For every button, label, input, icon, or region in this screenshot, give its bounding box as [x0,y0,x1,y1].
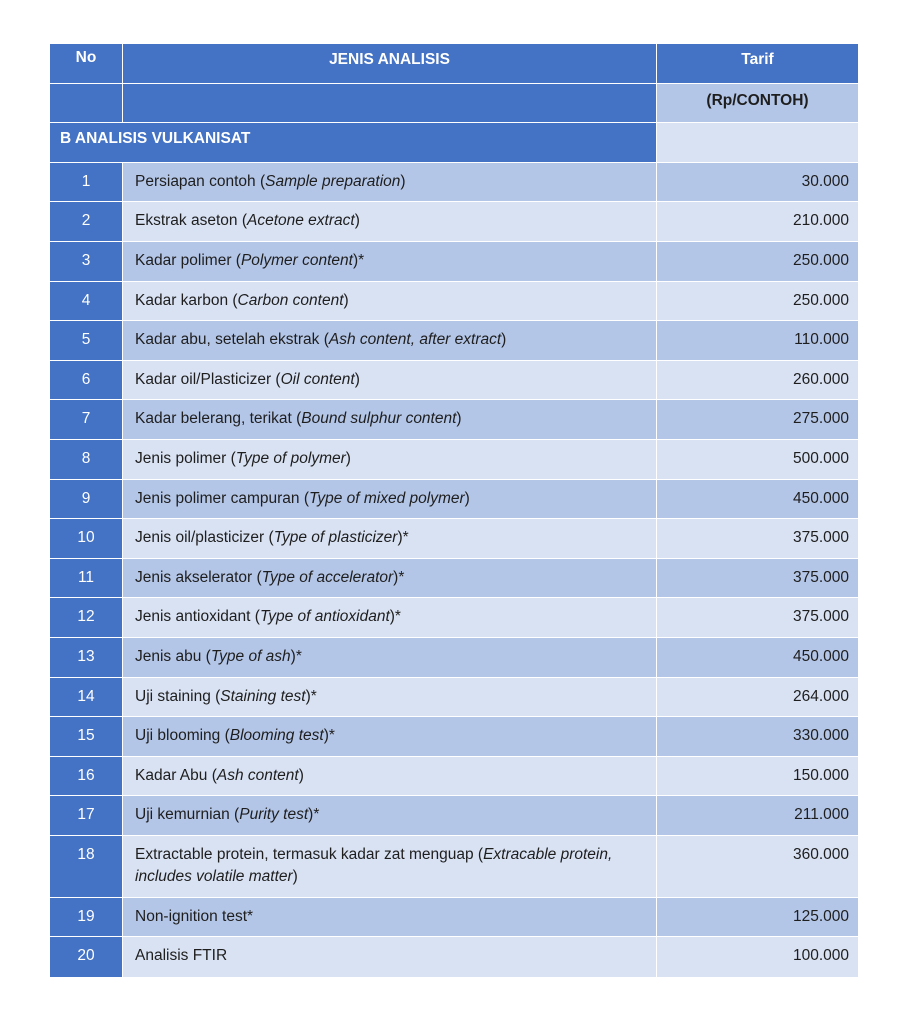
row-analysis-name [122,202,656,242]
analysis-name-suffix: )* [323,727,335,745]
analysis-name-text: Analisis FTIR [135,947,228,965]
row-number: 12 [50,598,122,638]
row-tarif: 450.000 [656,638,858,678]
row-tarif: 125.000 [656,898,858,938]
analysis-name-english: Type of plasticizer [273,529,398,547]
section-row [50,123,858,163]
analysis-name-text: Uji staining ( [135,687,221,705]
analysis-name-text: Kadar karbon ( [135,291,238,309]
table-row [50,202,858,242]
analysis-name-text: Jenis abu ( [135,647,211,665]
row-tarif: 260.000 [656,361,858,401]
table-row [50,440,858,480]
row-number: 7 [50,400,122,440]
analysis-name-english: Polymer content [240,251,353,269]
analysis-name-text: Extractable protein, termasuk kadar zat menguap ( [135,845,484,863]
row-number: 5 [50,321,122,361]
header-tarif: Tarif [656,44,858,84]
row-tarif: 250.000 [656,242,858,282]
row-tarif: 150.000 [656,757,858,797]
analysis-name-suffix: )* [308,806,320,824]
analysis-name-suffix: ) [292,867,298,885]
analysis-name-text: Jenis oil/plasticizer ( [135,529,274,547]
row-analysis-name [122,321,656,361]
row-analysis-name [122,400,656,440]
row-tarif: 100.000 [656,937,858,977]
header-no-blank [50,84,122,124]
row-analysis-name [122,440,656,480]
table-row [50,163,858,203]
analysis-name-text: Uji kemurnian ( [135,806,240,824]
row-tarif: 110.000 [656,321,858,361]
row-tarif: 450.000 [656,480,858,520]
analysis-name-text: Jenis polimer campuran ( [135,489,310,507]
header-jenis-analisis: JENIS ANALISIS [122,44,656,84]
row-analysis-name [122,638,656,678]
analysis-name-text: Uji blooming ( [135,727,230,745]
analysis-name-text: Non-ignition test* [135,907,254,925]
table-row [50,678,858,718]
row-tarif: 360.000 [656,836,858,898]
analysis-name-suffix: )* [397,529,409,547]
analysis-name-english: Extracable protein, includes volatile matter [135,845,613,885]
row-number: 15 [50,717,122,757]
table-row [50,519,858,559]
analysis-name-english: Carbon content [237,291,344,309]
analysis-name-english: Bound sulphur content [301,410,457,428]
row-analysis-name [122,163,656,203]
analysis-name-text: Kadar oil/Plasticizer ( [135,370,281,388]
analysis-name-text: Persiapan contoh ( [135,172,266,190]
row-number: 20 [50,937,122,977]
row-number: 1 [50,163,122,203]
table-row [50,559,858,599]
section-tarif-blank [656,123,858,163]
analysis-name-text: Jenis antioxidant ( [135,608,260,626]
table-header-row [50,44,858,84]
analysis-name-english: Type of mixed polymer [309,489,465,507]
table-header-row-2 [50,84,858,124]
row-analysis-name [122,598,656,638]
table-body [50,163,858,977]
analysis-name-suffix: ) [501,331,507,349]
header-no: No [50,44,122,84]
analysis-name-english: Oil content [280,370,355,388]
analysis-name-english: Acetone extract [247,212,355,230]
table-row [50,242,858,282]
row-number: 16 [50,757,122,797]
header-tarif-unit: (Rp/CONTOH) [656,84,858,124]
row-number: 10 [50,519,122,559]
row-number: 18 [50,836,122,898]
row-analysis-name [122,836,656,898]
row-tarif: 500.000 [656,440,858,480]
analysis-name-english: Type of polymer [235,449,346,467]
analysis-name-text: Ekstrak aseton ( [135,212,247,230]
tariff-table [50,44,858,977]
analysis-name-text: Kadar Abu ( [135,766,217,784]
analysis-name-english: Type of ash [210,647,291,665]
analysis-name-text: Kadar abu, setelah ekstrak ( [135,331,329,349]
table-row [50,836,858,898]
table-row [50,757,858,797]
row-analysis-name [122,796,656,836]
row-number: 17 [50,796,122,836]
analysis-name-suffix: )* [393,568,405,586]
analysis-name-suffix: ) [298,766,304,784]
row-number: 11 [50,559,122,599]
row-number: 14 [50,678,122,718]
analysis-name-english: Type of antioxidant [259,608,390,626]
analysis-name-english: Type of accelerator [261,568,394,586]
analysis-name-suffix: )* [290,647,302,665]
analysis-name-suffix: )* [305,687,317,705]
analysis-name-english: Ash content [216,766,299,784]
analysis-name-suffix: ) [464,489,470,507]
row-tarif: 375.000 [656,519,858,559]
row-analysis-name [122,242,656,282]
table-row [50,638,858,678]
row-analysis-name [122,937,656,977]
table-row [50,898,858,938]
row-analysis-name [122,282,656,322]
row-number: 9 [50,480,122,520]
table-row [50,796,858,836]
header-name-blank [122,84,656,124]
row-tarif: 30.000 [656,163,858,203]
row-tarif: 264.000 [656,678,858,718]
table-row [50,480,858,520]
row-analysis-name [122,757,656,797]
analysis-name-suffix: ) [343,291,349,309]
analysis-name-suffix: ) [345,449,351,467]
analysis-name-suffix: ) [354,370,360,388]
row-number: 3 [50,242,122,282]
table-row [50,598,858,638]
analysis-name-english: Sample preparation [265,172,401,190]
analysis-name-suffix: ) [354,212,360,230]
row-number: 8 [50,440,122,480]
analysis-name-text: Jenis polimer ( [135,449,236,467]
analysis-name-english: Purity test [239,806,309,824]
table-row [50,321,858,361]
row-tarif: 210.000 [656,202,858,242]
row-analysis-name [122,717,656,757]
row-number: 19 [50,898,122,938]
row-number: 4 [50,282,122,322]
section-title: B ANALISIS VULKANISAT [50,123,656,163]
row-analysis-name [122,519,656,559]
row-analysis-name [122,361,656,401]
table-row [50,282,858,322]
row-tarif: 275.000 [656,400,858,440]
row-tarif: 375.000 [656,598,858,638]
analysis-name-suffix: )* [352,251,365,269]
table-row [50,361,858,401]
analysis-name-english: Blooming test [229,727,324,745]
table-row [50,717,858,757]
row-analysis-name [122,678,656,718]
row-tarif: 250.000 [656,282,858,322]
row-tarif: 330.000 [656,717,858,757]
analysis-name-suffix: ) [456,410,462,428]
row-analysis-name [122,559,656,599]
row-analysis-name [122,898,656,938]
table-row [50,937,858,977]
table-row [50,400,858,440]
row-number: 2 [50,202,122,242]
row-tarif: 375.000 [656,559,858,599]
analysis-name-text: Kadar belerang, terikat ( [135,410,302,428]
row-number: 6 [50,361,122,401]
analysis-name-suffix: ) [400,172,406,190]
analysis-name-text: Jenis akselerator ( [135,568,262,586]
analysis-name-text: Kadar polimer ( [135,251,241,269]
analysis-name-suffix: )* [389,608,401,626]
analysis-name-english: Staining test [220,687,306,705]
row-number: 13 [50,638,122,678]
analysis-name-english: Ash content, after extract [328,331,502,349]
row-tarif: 211.000 [656,796,858,836]
row-analysis-name [122,480,656,520]
